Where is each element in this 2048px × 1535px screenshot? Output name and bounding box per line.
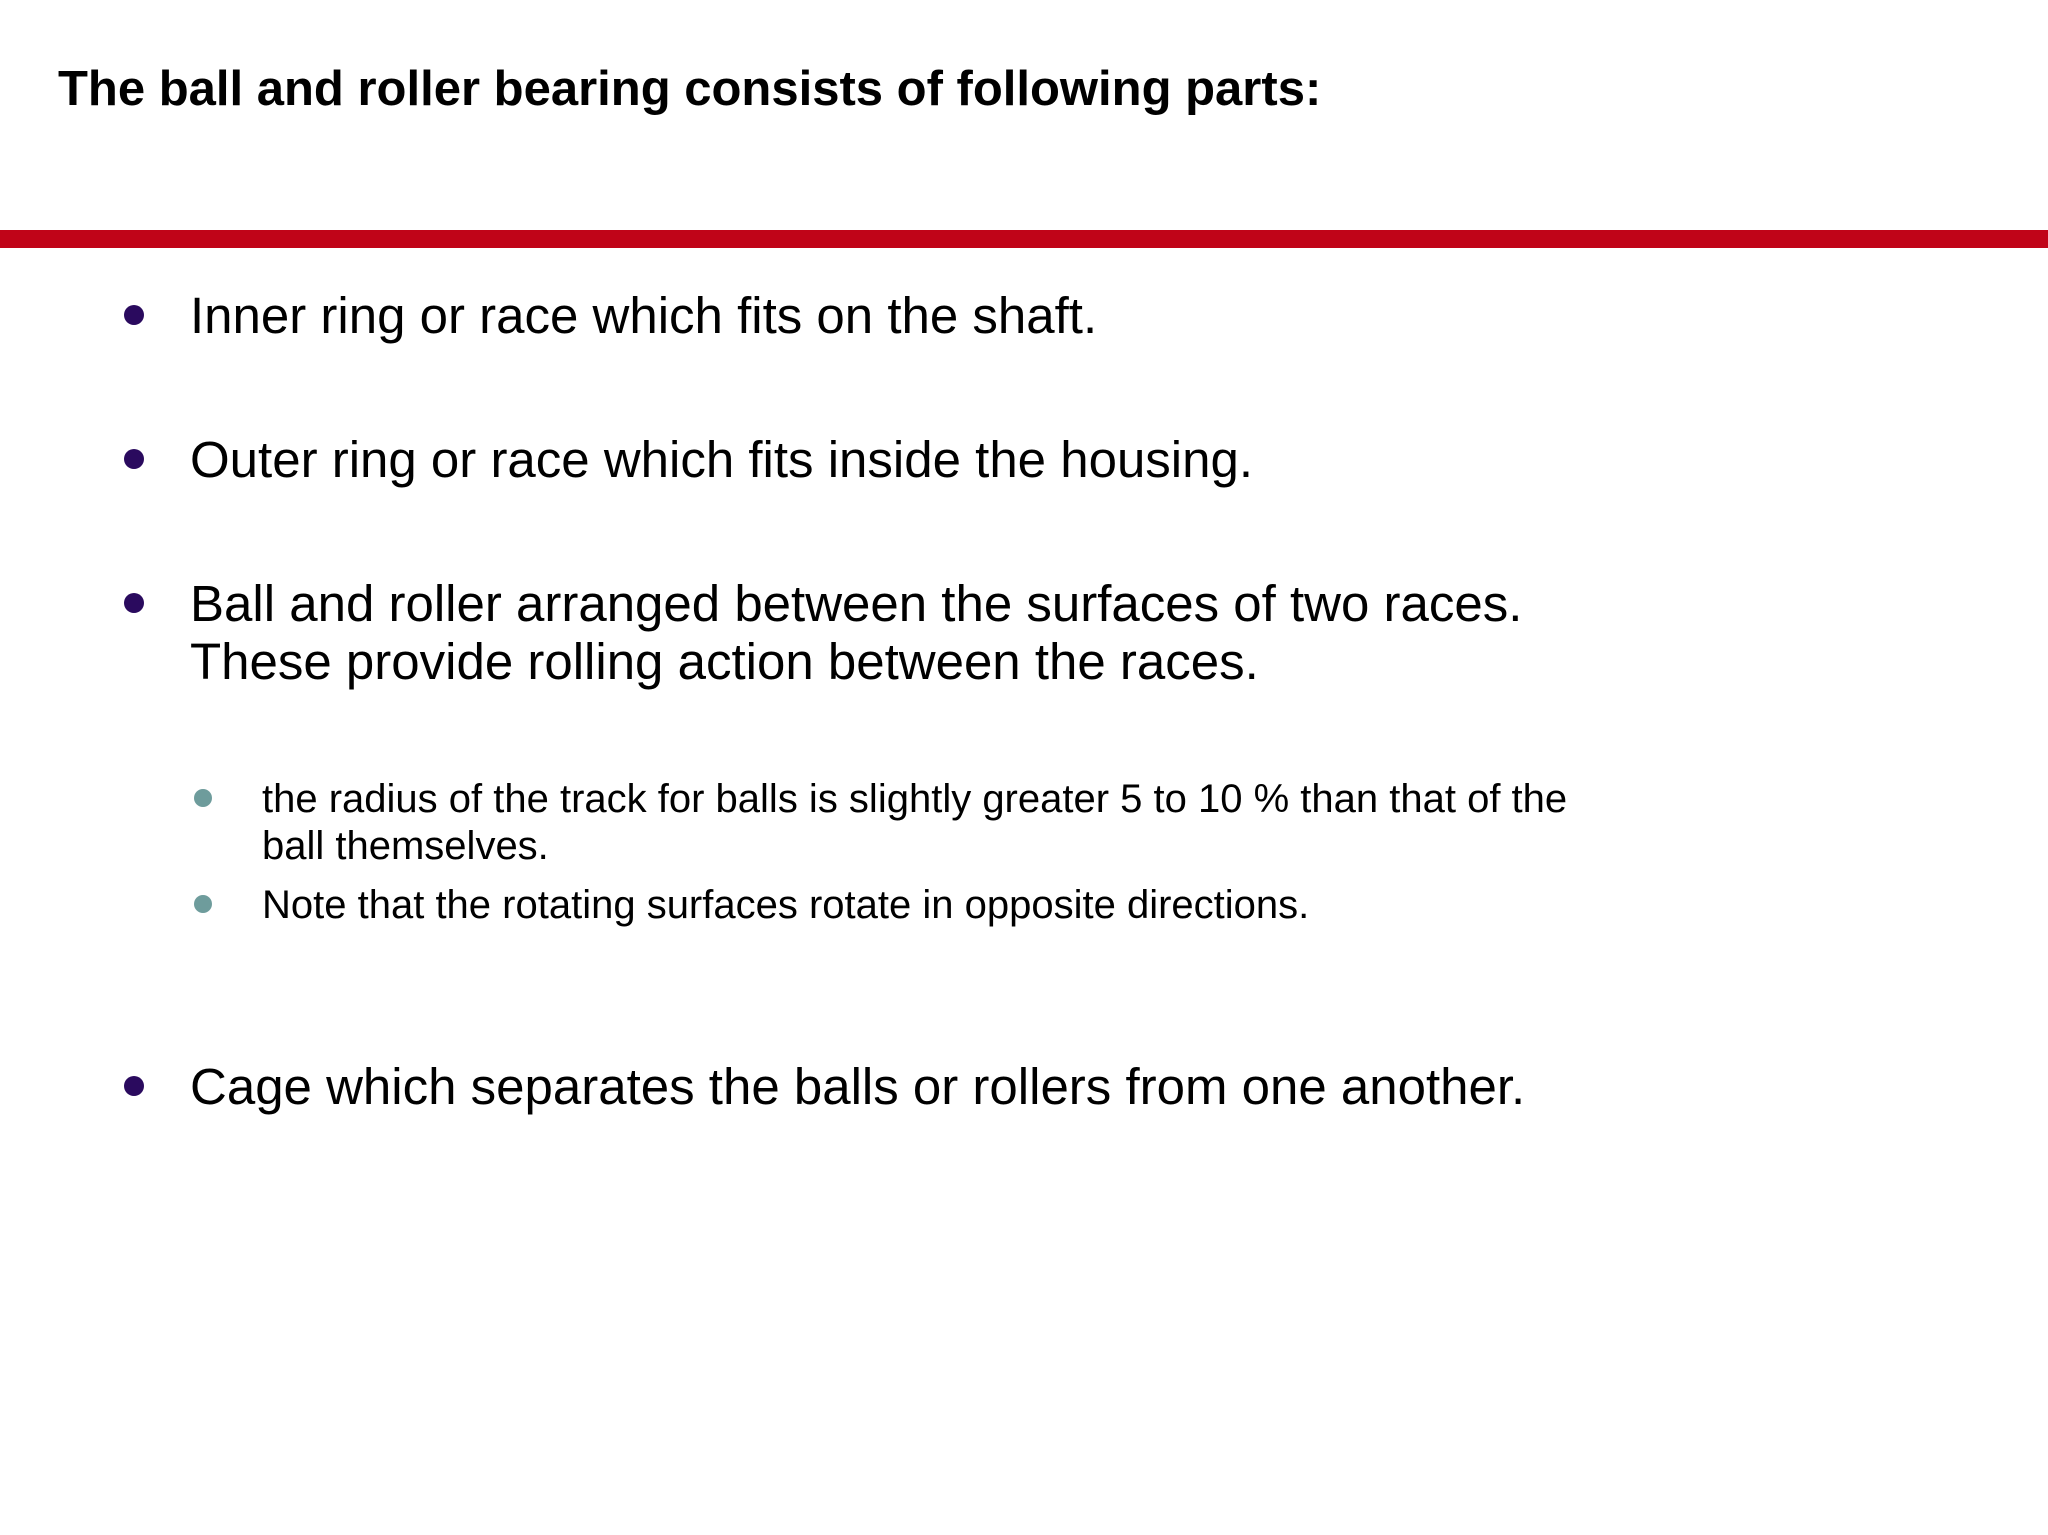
bullet-text-line-1: Ball and roller arranged between the surfaces of two races. <box>190 575 1523 632</box>
title-divider <box>0 230 2048 248</box>
sub-bullet-dot-icon <box>194 895 212 913</box>
bullet-outer-ring <box>190 431 1950 489</box>
bullet-inner-ring <box>190 287 1950 345</box>
bullet-dot-icon <box>124 449 144 469</box>
bullet-text-line-2: These provide rolling action between the races. <box>190 633 1259 690</box>
sub-bullet-rotation-note <box>262 882 1962 929</box>
bullet-text: Inner ring or race which fits on the shaft. <box>190 287 1098 344</box>
bullet-cage <box>190 1058 1950 1116</box>
bullet-dot-icon <box>124 305 144 325</box>
sub-bullet-text-line-2: ball themselves. <box>262 824 549 868</box>
sub-bullet-track-radius <box>262 776 1962 870</box>
bullet-text: Cage which separates the balls or rollers from one another. <box>190 1058 1526 1115</box>
sub-bullet-text-line-1: the radius of the track for balls is slightly greater 5 to 10 % than that of the <box>262 777 1568 821</box>
bullet-dot-icon <box>124 1076 144 1096</box>
sub-bullet-dot-icon <box>194 789 212 807</box>
bullet-text: Outer ring or race which fits inside the housing. <box>190 431 1254 488</box>
slide-title: The ball and roller bearing consists of following parts: <box>58 62 1322 116</box>
sub-bullet-text: Note that the rotating surfaces rotate in opposite directions. <box>262 883 1310 927</box>
bullet-dot-icon <box>124 593 144 613</box>
bullet-ball-and-roller <box>190 575 1950 691</box>
